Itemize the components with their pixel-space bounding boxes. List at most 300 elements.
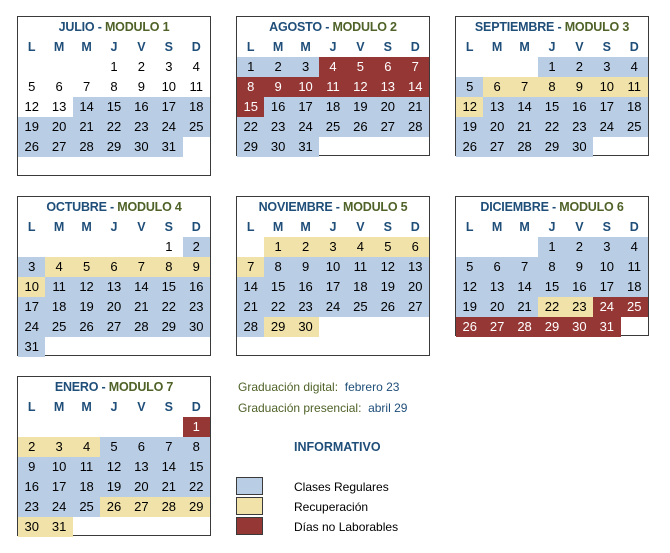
- calendar-title: ENERO - MODULO 7: [54, 380, 174, 394]
- weekday-header-row: [456, 217, 648, 237]
- day-cell: 7: [511, 257, 538, 277]
- empty-cell: [155, 517, 182, 537]
- week-row: [18, 317, 210, 337]
- day-cell: 2: [566, 57, 593, 77]
- day-cell: 16: [566, 277, 593, 297]
- weekday-header: D: [191, 40, 201, 54]
- day-cell: 4: [192, 59, 200, 74]
- day-cell: 31: [45, 517, 72, 537]
- day-cell: 2: [566, 237, 593, 257]
- day-cell: 18: [347, 277, 374, 297]
- weekday-header: J: [329, 220, 337, 234]
- day-cell: 12: [347, 77, 374, 97]
- empty-cell: [483, 237, 510, 257]
- day-cell: 1: [264, 237, 291, 257]
- day-cell: 21: [128, 297, 155, 317]
- legend-swatch-no-laborables: [236, 517, 263, 535]
- day-cell: 8: [237, 77, 264, 97]
- weekday-header: S: [602, 40, 611, 54]
- month-name: NOVIEMBRE: [258, 200, 333, 214]
- weekday-header: L: [246, 220, 255, 234]
- calendar-title: DICIEMBRE - MODULO 6: [480, 200, 624, 214]
- day-cell: 30: [183, 317, 210, 337]
- day-cell: 20: [128, 477, 155, 497]
- day-cell: 7: [128, 257, 155, 277]
- empty-cell: [18, 57, 45, 77]
- day-cell: 15: [237, 97, 264, 117]
- day-cell: 24: [593, 117, 620, 137]
- month-name: ENERO: [54, 380, 99, 394]
- weekday-header: D: [629, 220, 639, 234]
- day-cell: 12: [374, 257, 401, 277]
- day-cell: 8: [155, 257, 182, 277]
- weekday-header: M: [272, 40, 284, 54]
- day-cell: 26: [347, 117, 374, 137]
- weekday-header: V: [137, 220, 146, 234]
- day-cell: 20: [374, 97, 401, 117]
- informativo-title: INFORMATIVO: [294, 440, 381, 454]
- week-row: [18, 297, 210, 317]
- day-cell: 6: [374, 57, 401, 77]
- day-cell: 31: [155, 137, 182, 157]
- legend-label-regulares: Clases Regulares: [294, 480, 389, 494]
- weekday-header: L: [465, 220, 474, 234]
- day-cell: 23: [566, 297, 593, 317]
- weekday-header: M: [519, 40, 530, 54]
- day-cell: 12: [456, 97, 483, 117]
- module-name: MODULO 2: [332, 20, 397, 34]
- day-cell: 31: [292, 137, 319, 157]
- day-cell: 19: [18, 117, 45, 137]
- day-cell: 30: [566, 317, 593, 337]
- day-cell: 13: [100, 277, 127, 297]
- week-row: [18, 77, 210, 97]
- day-cell: 4: [45, 257, 72, 277]
- empty-cell: [45, 57, 72, 77]
- day-cell: 5: [456, 257, 483, 277]
- day-cell: 1: [237, 57, 264, 77]
- empty-cell: [237, 237, 264, 257]
- day-cell: 6: [402, 237, 429, 257]
- day-cell: 18: [621, 97, 648, 117]
- day-cell: 27: [483, 317, 510, 337]
- day-cell: 29: [538, 317, 565, 337]
- day-cell: 27: [483, 137, 510, 157]
- module-name: MODULO 7: [108, 380, 174, 394]
- day-cell: 17: [155, 97, 182, 117]
- calendar-title: JULIO - MODULO 1: [58, 20, 170, 34]
- weekday-header: M: [272, 220, 284, 234]
- day-cell: 11: [621, 77, 648, 97]
- day-cell: 3: [319, 237, 346, 257]
- day-cell: 20: [483, 297, 510, 317]
- day-cell: 19: [374, 277, 401, 297]
- day-cell: 28: [128, 317, 155, 337]
- day-cell: 6: [100, 257, 127, 277]
- day-cell: 28: [511, 317, 538, 337]
- week-row: [18, 137, 210, 157]
- day-cell: 20: [402, 277, 429, 297]
- day-cell: 16: [128, 97, 155, 117]
- day-cell: 7: [237, 257, 264, 277]
- week-row: [456, 117, 648, 137]
- weekday-header-row: [456, 37, 648, 57]
- week-row: [237, 97, 429, 117]
- weekday-header-row: [237, 37, 429, 57]
- day-cell: 26: [456, 137, 483, 157]
- day-cell: 19: [73, 297, 100, 317]
- day-cell: 13: [51, 99, 67, 114]
- day-cell: 7: [155, 437, 182, 457]
- weekday-header: J: [548, 40, 556, 54]
- weekday-header: M: [81, 40, 92, 54]
- day-cell: 21: [511, 117, 538, 137]
- day-cell: 2: [264, 57, 291, 77]
- empty-cell: [18, 237, 45, 257]
- weekday-header: M: [300, 40, 311, 54]
- day-cell: 22: [538, 117, 565, 137]
- day-cell: 29: [237, 137, 264, 157]
- day-cell: 3: [165, 59, 173, 74]
- day-cell: 13: [128, 457, 155, 477]
- day-cell: 24: [593, 297, 620, 317]
- day-cell: 5: [347, 57, 374, 77]
- day-cell: 16: [18, 477, 45, 497]
- weekday-header: L: [246, 40, 255, 54]
- weekday-header: L: [27, 220, 36, 234]
- day-cell: 9: [566, 257, 593, 277]
- day-cell: 25: [319, 117, 346, 137]
- day-cell: 11: [319, 77, 346, 97]
- day-cell: 16: [292, 277, 319, 297]
- day-cell: 31: [593, 317, 620, 337]
- day-cell: 31: [18, 337, 45, 357]
- week-row: [456, 237, 648, 257]
- weekday-header: D: [410, 220, 420, 234]
- day-cell: 23: [183, 297, 210, 317]
- day-cell: 9: [292, 257, 319, 277]
- day-cell: 29: [538, 137, 565, 157]
- day-cell: 26: [374, 297, 401, 317]
- module-name: MODULO 6: [559, 200, 624, 214]
- day-cell: 19: [456, 117, 483, 137]
- weekday-header: D: [191, 220, 201, 234]
- day-cell: 6: [128, 437, 155, 457]
- day-cell: 1: [538, 57, 565, 77]
- day-cell: 2: [137, 59, 146, 74]
- day-cell: 26: [18, 137, 45, 157]
- week-row: [237, 57, 429, 77]
- day-cell: 13: [483, 277, 510, 297]
- day-cell: 27: [45, 137, 72, 157]
- weekday-header: M: [53, 220, 65, 234]
- week-row: [456, 57, 648, 77]
- day-cell: 15: [538, 277, 565, 297]
- day-cell: 27: [128, 497, 155, 517]
- week-row: [237, 77, 429, 97]
- weekday-header: V: [575, 220, 584, 234]
- weekday-header: L: [27, 400, 36, 414]
- week-row: [456, 97, 648, 117]
- calendar-agosto: [236, 16, 430, 156]
- week-row: [18, 117, 210, 137]
- day-cell: 30: [128, 137, 155, 157]
- week-row: [18, 457, 210, 477]
- weekday-header: V: [356, 40, 365, 54]
- weekday-header: J: [110, 40, 118, 54]
- day-cell: 3: [18, 257, 45, 277]
- empty-cell: [155, 337, 182, 357]
- weekday-header: S: [164, 400, 173, 414]
- week-row: [456, 277, 648, 297]
- day-cell: 4: [621, 237, 648, 257]
- empty-cell: [73, 237, 100, 257]
- empty-cell: [319, 137, 346, 157]
- calendar-julio: [17, 16, 211, 176]
- calendar-title: SEPTIEMBRE - MODULO 3: [474, 20, 630, 34]
- day-cell: 17: [45, 477, 72, 497]
- calendar-septiembre: [455, 16, 649, 156]
- empty-cell: [18, 417, 45, 437]
- weekday-header: S: [602, 220, 611, 234]
- day-cell: 19: [347, 97, 374, 117]
- weekday-header-row: [237, 217, 429, 237]
- day-cell: 22: [237, 117, 264, 137]
- day-cell: 8: [264, 257, 291, 277]
- day-cell: 10: [18, 277, 45, 297]
- day-cell: 28: [402, 117, 429, 137]
- day-cell: 12: [100, 457, 127, 477]
- day-cell: 13: [374, 77, 401, 97]
- week-row: [456, 137, 648, 157]
- day-cell: 14: [402, 77, 429, 97]
- weekday-header-row: [18, 217, 210, 237]
- day-cell: 16: [264, 97, 291, 117]
- day-cell: 28: [237, 317, 264, 337]
- day-cell: 22: [100, 117, 127, 137]
- empty-cell: [128, 517, 155, 537]
- day-cell: 3: [45, 437, 72, 457]
- day-cell: 11: [73, 457, 100, 477]
- week-row: [456, 317, 648, 337]
- day-cell: 28: [73, 137, 100, 157]
- empty-cell: [100, 417, 127, 437]
- module-name: MODULO 4: [117, 200, 182, 214]
- empty-cell: [347, 137, 374, 157]
- day-cell: 5: [374, 237, 401, 257]
- empty-cell: [100, 237, 127, 257]
- day-cell: 12: [24, 99, 39, 114]
- day-cell: 5: [28, 79, 36, 94]
- weekday-header: V: [356, 220, 365, 234]
- day-cell: 23: [566, 117, 593, 137]
- day-cell: 19: [456, 297, 483, 317]
- day-cell: 30: [264, 137, 291, 157]
- day-cell: 9: [566, 77, 593, 97]
- graduacion-presencial: [238, 401, 407, 415]
- day-cell: 17: [18, 297, 45, 317]
- calendar-title: AGOSTO - MODULO 2: [269, 20, 397, 34]
- empty-cell: [456, 237, 483, 257]
- day-cell: 25: [621, 117, 648, 137]
- day-cell: 21: [73, 117, 100, 137]
- weekday-header: M: [491, 40, 503, 54]
- empty-cell: [483, 57, 510, 77]
- day-cell: 25: [347, 297, 374, 317]
- weekday-header: J: [329, 40, 337, 54]
- graduacion-presencial-value: abril 29: [368, 401, 408, 415]
- week-row: [456, 297, 648, 317]
- empty-cell: [45, 417, 72, 437]
- weekday-header: S: [383, 220, 392, 234]
- week-row: [18, 257, 210, 277]
- day-cell: 21: [155, 477, 182, 497]
- day-cell: 1: [538, 237, 565, 257]
- day-cell: 1: [183, 417, 210, 437]
- day-cell: 14: [155, 457, 182, 477]
- day-cell: 14: [73, 97, 100, 117]
- empty-cell: [128, 417, 155, 437]
- day-cell: 26: [73, 317, 100, 337]
- empty-cell: [374, 137, 401, 157]
- calendar-title: NOVIEMBRE - MODULO 5: [258, 200, 408, 214]
- weekday-header: D: [629, 40, 639, 54]
- week-row: [456, 257, 648, 277]
- day-cell: 30: [292, 317, 319, 337]
- day-cell: 25: [183, 117, 210, 137]
- day-cell: 14: [237, 277, 264, 297]
- week-row: [18, 517, 210, 537]
- day-cell: 5: [73, 257, 100, 277]
- day-cell: 18: [73, 477, 100, 497]
- day-cell: 11: [621, 257, 648, 277]
- day-cell: 23: [264, 117, 291, 137]
- day-cell: 11: [189, 79, 203, 94]
- day-cell: 4: [621, 57, 648, 77]
- month-name: AGOSTO: [269, 20, 322, 34]
- weekday-header: M: [53, 400, 65, 414]
- week-row: [18, 477, 210, 497]
- day-cell: 11: [347, 257, 374, 277]
- day-cell: 25: [621, 297, 648, 317]
- week-row: [18, 437, 210, 457]
- calendar-enero: [17, 376, 211, 536]
- empty-cell: [374, 317, 401, 337]
- day-cell: 22: [155, 297, 182, 317]
- day-cell: 18: [45, 297, 72, 317]
- weekday-header: V: [137, 40, 146, 54]
- day-cell: 1: [165, 239, 173, 254]
- calendar-octubre: [17, 196, 211, 356]
- week-row: [456, 77, 648, 97]
- week-row: [237, 317, 429, 337]
- weekday-header-row: [18, 37, 210, 57]
- day-cell: 21: [511, 297, 538, 317]
- day-cell: 15: [538, 97, 565, 117]
- day-cell: 9: [183, 257, 210, 277]
- day-cell: 8: [538, 77, 565, 97]
- day-cell: 16: [566, 97, 593, 117]
- day-cell: 6: [483, 77, 510, 97]
- day-cell: 22: [538, 297, 565, 317]
- legend-label-no-laborables: Días no Laborables: [294, 520, 399, 534]
- empty-cell: [100, 517, 127, 537]
- day-cell: 7: [402, 57, 429, 77]
- day-cell: 11: [45, 277, 72, 297]
- day-cell: 8: [538, 257, 565, 277]
- empty-cell: [183, 517, 210, 537]
- weekday-header: M: [300, 220, 311, 234]
- empty-cell: [347, 317, 374, 337]
- empty-cell: [621, 317, 648, 337]
- day-cell: 22: [183, 477, 210, 497]
- day-cell: 25: [73, 497, 100, 517]
- day-cell: 9: [18, 457, 45, 477]
- day-cell: 15: [155, 277, 182, 297]
- weekday-header: M: [53, 40, 65, 54]
- day-cell: 29: [155, 317, 182, 337]
- day-cell: 23: [18, 497, 45, 517]
- weekday-header-row: [18, 397, 210, 417]
- empty-cell: [100, 337, 127, 357]
- day-cell: 30: [566, 137, 593, 157]
- weekday-header: S: [164, 220, 173, 234]
- weekday-header: L: [27, 40, 36, 54]
- month-name: JULIO: [58, 20, 95, 34]
- day-cell: 29: [183, 497, 210, 517]
- month-name: DICIEMBRE: [480, 200, 549, 214]
- week-row: [237, 137, 429, 157]
- empty-cell: [128, 337, 155, 357]
- day-cell: 19: [100, 477, 127, 497]
- legend-label-recuperacion: Recuperación: [294, 500, 369, 514]
- weekday-header: M: [81, 220, 92, 234]
- day-cell: 10: [161, 79, 177, 94]
- day-cell: 28: [155, 497, 182, 517]
- weekday-header: D: [410, 40, 420, 54]
- empty-cell: [593, 137, 620, 157]
- empty-cell: [621, 137, 648, 157]
- calendar-diciembre: [455, 196, 649, 336]
- day-cell: 15: [264, 277, 291, 297]
- day-cell: 22: [264, 297, 291, 317]
- calendar-title: OCTUBRE - MODULO 4: [46, 200, 182, 214]
- day-cell: 29: [264, 317, 291, 337]
- day-cell: 17: [593, 97, 620, 117]
- day-cell: 3: [292, 57, 319, 77]
- month-name: SEPTIEMBRE: [474, 20, 555, 34]
- day-cell: 24: [18, 317, 45, 337]
- weekday-header: J: [110, 400, 118, 414]
- day-cell: 21: [237, 297, 264, 317]
- day-cell: 15: [100, 97, 127, 117]
- weekday-header: J: [548, 220, 556, 234]
- day-cell: 9: [137, 79, 146, 94]
- week-row: [237, 277, 429, 297]
- empty-cell: [73, 57, 100, 77]
- empty-cell: [45, 237, 72, 257]
- day-cell: 17: [292, 97, 319, 117]
- day-cell: 1: [110, 59, 118, 74]
- empty-cell: [319, 317, 346, 337]
- weekday-header: M: [519, 220, 530, 234]
- week-row: [237, 237, 429, 257]
- graduacion-digital-label: Graduación digital:: [238, 380, 339, 394]
- empty-cell: [511, 237, 538, 257]
- day-cell: 18: [621, 277, 648, 297]
- empty-cell: [73, 517, 100, 537]
- empty-cell: [128, 237, 155, 257]
